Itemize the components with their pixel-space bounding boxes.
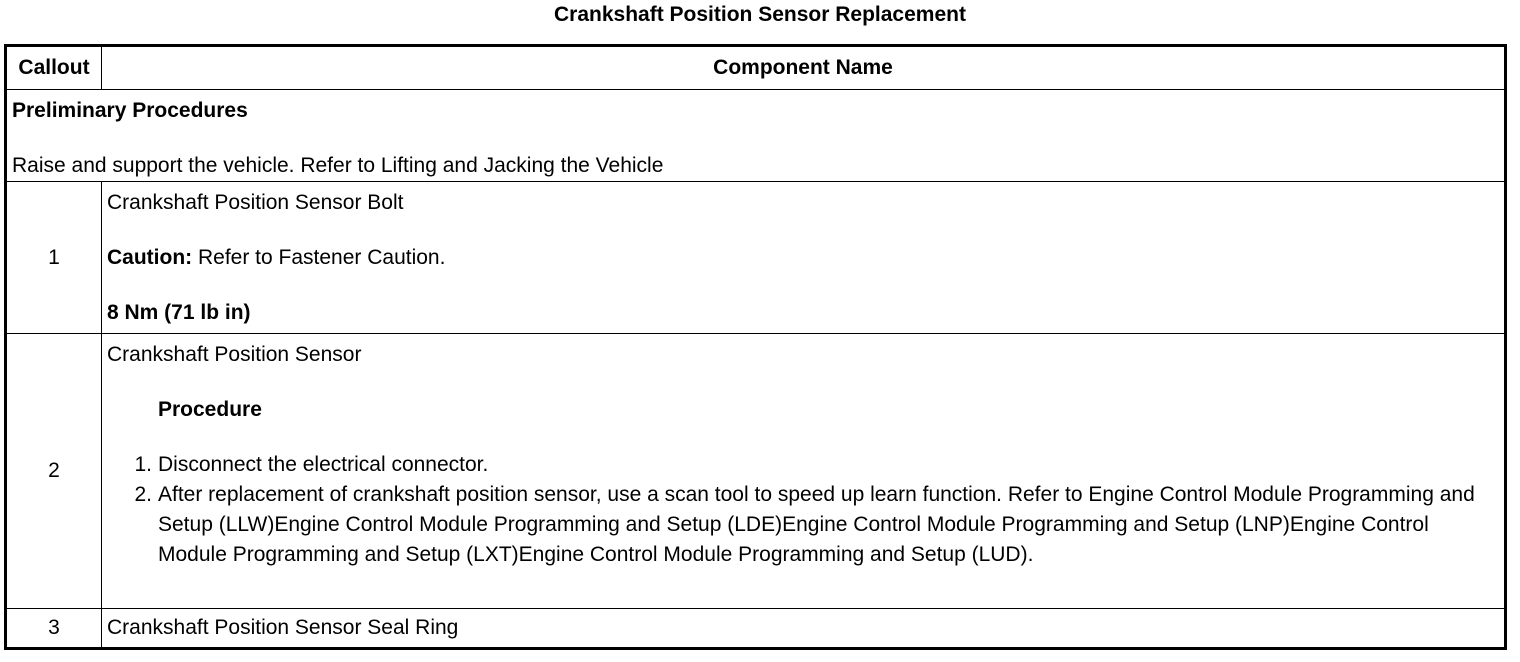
step-number: 2. — [134, 483, 152, 506]
procedure-heading: Procedure — [158, 398, 262, 421]
preliminary-procedures-row — [6, 90, 1506, 182]
component-name: Crankshaft Position Sensor — [107, 343, 362, 366]
list-item — [134, 450, 1499, 480]
preliminary-procedures-heading: Preliminary Procedures — [12, 99, 248, 122]
column-header-callout: Callout — [6, 46, 102, 90]
table-header-row — [6, 46, 1506, 90]
step-number: 1. — [134, 453, 152, 476]
table-row — [6, 182, 1506, 334]
callout-cell: 1 — [6, 182, 102, 334]
caution-text: Refer to Fastener Caution. — [192, 246, 446, 269]
preliminary-procedures-text: Raise and support the vehicle. Refer to Lifting and Jacking the Vehicle — [12, 154, 664, 177]
preliminary-procedures-cell — [6, 90, 1506, 182]
component-cell — [102, 609, 1506, 649]
list-item — [134, 480, 1499, 570]
procedure-steps — [107, 450, 1499, 570]
step-text: Disconnect the electrical connector. — [158, 453, 489, 476]
callout-cell: 3 — [6, 609, 102, 649]
page-title: Crankshaft Position Sensor Replacement — [554, 3, 966, 26]
table-row — [6, 609, 1506, 649]
callout-cell: 2 — [6, 334, 102, 609]
step-text: After replacement of crankshaft position sensor, use a scan tool to speed up learn function. Refer to Engine Control Module Programming and Setup (LLW)Engine Control Module Programming and Setup (LDE)Engine Control Module Programming and Setup (LNP)Engine Control Module Programming and Setup (LXT)Engine Control Module Programming and Setup (LUD). — [158, 483, 1475, 566]
column-header-component-name: Component Name — [102, 46, 1506, 90]
procedure-table — [4, 44, 1507, 650]
component-name: Crankshaft Position Sensor Bolt — [107, 191, 404, 214]
caution-label: Caution: — [107, 246, 193, 269]
caution-note — [107, 243, 1499, 273]
component-cell — [102, 182, 1506, 334]
component-cell — [102, 334, 1506, 609]
table-row — [6, 334, 1506, 609]
component-name: Crankshaft Position Sensor Seal Ring — [107, 616, 459, 639]
torque-spec: 8 Nm (71 lb in) — [107, 301, 251, 324]
